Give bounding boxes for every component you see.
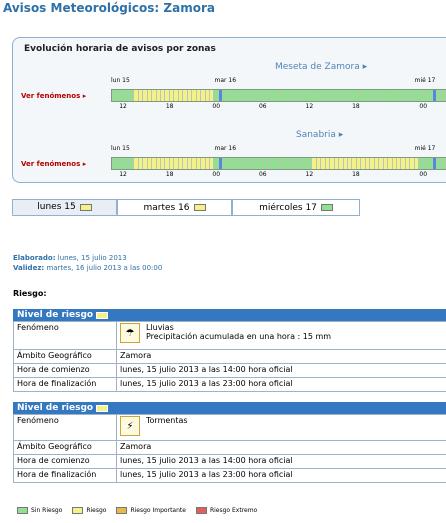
tab-day[interactable] bbox=[117, 199, 232, 215]
row-key: Fenómeno bbox=[14, 415, 117, 441]
legend-item bbox=[17, 507, 62, 514]
hour-label: 06 bbox=[258, 103, 267, 110]
legend-item bbox=[196, 507, 257, 514]
storm-icon: ⚡ bbox=[120, 416, 140, 436]
hour-label: 00 bbox=[212, 103, 221, 110]
day-label: mar 16 bbox=[214, 77, 237, 84]
risk-swatch bbox=[80, 204, 92, 211]
legend-swatch bbox=[17, 507, 28, 514]
phenomenon-name: Lluvias bbox=[146, 323, 174, 332]
table-row bbox=[14, 322, 446, 350]
riesgo-heading: Riesgo: bbox=[13, 289, 47, 298]
hourly-band bbox=[111, 157, 446, 170]
ver-fenomenos-link[interactable]: Ver fenómenos ▸ bbox=[21, 160, 87, 168]
elaborado-line: Elaborado: lunes, 15 julio 2013 bbox=[13, 254, 127, 262]
day-label: lun 15 bbox=[111, 145, 130, 152]
table-row bbox=[14, 455, 446, 469]
legend-item bbox=[116, 507, 185, 514]
table-row bbox=[14, 364, 446, 378]
legend-label: Sin Riesgo bbox=[31, 507, 63, 514]
hour-label: 00 bbox=[419, 171, 428, 178]
risk-swatch bbox=[96, 312, 108, 319]
row-key: Fenómeno bbox=[14, 322, 117, 350]
row-value bbox=[117, 415, 446, 441]
nivel-riesgo-label: Nivel de riesgo bbox=[17, 310, 94, 320]
chevron-right-icon: ▸ bbox=[335, 130, 344, 140]
tab-label: martes 16 bbox=[143, 202, 190, 213]
zone-name[interactable]: Sanabria ▸ bbox=[296, 130, 344, 140]
ver-fenomenos-link[interactable]: Ver fenómenos ▸ bbox=[21, 92, 87, 100]
row-key: Ámbito Geográfico bbox=[14, 350, 117, 364]
legend-label: Riesgo Importante bbox=[130, 507, 186, 514]
hour-label: 00 bbox=[419, 103, 428, 110]
hour-label: 18 bbox=[352, 103, 360, 110]
page-title: Avisos Meteorológicos: Zamora bbox=[3, 1, 215, 15]
tab-day[interactable] bbox=[12, 199, 117, 215]
legend-swatch bbox=[116, 507, 127, 514]
legend-label: Riesgo Extremo bbox=[209, 507, 258, 514]
day-label: mar 16 bbox=[214, 145, 237, 152]
nivel-riesgo-header bbox=[13, 309, 446, 321]
row-key: Hora de comienzo bbox=[14, 455, 117, 469]
hour-label: 18 bbox=[352, 171, 360, 178]
aviso-table bbox=[13, 414, 446, 483]
row-value: lunes, 15 julio 2013 a las 23:00 hora oficial bbox=[117, 378, 446, 392]
hour-label: 18 bbox=[165, 171, 174, 178]
row-value: lunes, 15 julio 2013 a las 23:00 hora oficial bbox=[117, 469, 446, 483]
nivel-riesgo-label: Nivel de riesgo bbox=[17, 403, 94, 413]
row-key: Ámbito Geográfico bbox=[14, 441, 117, 455]
hourly-band bbox=[111, 89, 446, 102]
legend-item bbox=[72, 507, 106, 514]
table-row bbox=[14, 415, 446, 441]
row-value: Zamora bbox=[117, 441, 446, 455]
chevron-right-icon: ▸ bbox=[80, 160, 87, 168]
phenomenon-name: Tormentas bbox=[146, 416, 188, 425]
hour-label: 18 bbox=[165, 103, 174, 110]
chevron-right-icon: ▸ bbox=[359, 62, 368, 72]
row-key: Hora de finalización bbox=[14, 469, 117, 483]
validez-line: Validez: martes, 16 julio 2013 a las 00:00 bbox=[13, 264, 163, 272]
row-value bbox=[117, 322, 446, 350]
row-key: Hora de comienzo bbox=[14, 364, 117, 378]
row-value: lunes, 15 julio 2013 a las 14:00 hora oficial bbox=[117, 364, 446, 378]
row-value: lunes, 15 julio 2013 a las 14:00 hora oficial bbox=[117, 455, 446, 469]
tab-day[interactable] bbox=[232, 199, 360, 215]
tab-label: miércoles 17 bbox=[259, 202, 317, 213]
legend bbox=[17, 507, 257, 514]
row-key: Hora de finalización bbox=[14, 378, 117, 392]
day-label: lun 15 bbox=[111, 77, 130, 84]
nivel-riesgo-header bbox=[13, 402, 446, 414]
phenomenon bbox=[120, 416, 446, 436]
hour-label: 12 bbox=[305, 171, 314, 178]
risk-swatch bbox=[96, 405, 108, 412]
table-row bbox=[14, 350, 446, 364]
chevron-right-icon: ▸ bbox=[80, 92, 87, 100]
rain-icon: ☂ bbox=[120, 323, 140, 343]
day-tabs bbox=[12, 199, 360, 216]
hour-label: 12 bbox=[119, 171, 127, 178]
row-value: Zamora bbox=[117, 350, 446, 364]
hour-label: 06 bbox=[258, 171, 267, 178]
legend-swatch bbox=[72, 507, 83, 514]
risk-swatch bbox=[194, 204, 206, 211]
legend-label: Riesgo bbox=[86, 507, 107, 514]
panel-title: Evolución horaria de avisos por zonas bbox=[24, 44, 216, 54]
hour-label: 00 bbox=[212, 171, 221, 178]
risk-swatch bbox=[321, 204, 333, 211]
table-row bbox=[14, 378, 446, 392]
aviso-table bbox=[13, 321, 446, 392]
tab-label: lunes 15 bbox=[37, 202, 76, 212]
legend-swatch bbox=[196, 507, 207, 514]
phenomenon-detail: Precipitación acumulada en una hora : 15 mm bbox=[146, 332, 332, 341]
table-row bbox=[14, 469, 446, 483]
hour-label: 12 bbox=[119, 103, 127, 110]
hour-label: 12 bbox=[305, 103, 314, 110]
day-label: mié 17 bbox=[414, 145, 436, 152]
phenomenon bbox=[120, 323, 446, 343]
table-row bbox=[14, 441, 446, 455]
zone-name[interactable]: Meseta de Zamora ▸ bbox=[275, 62, 368, 72]
zones-panel bbox=[12, 37, 446, 183]
day-label: mié 17 bbox=[414, 77, 436, 84]
